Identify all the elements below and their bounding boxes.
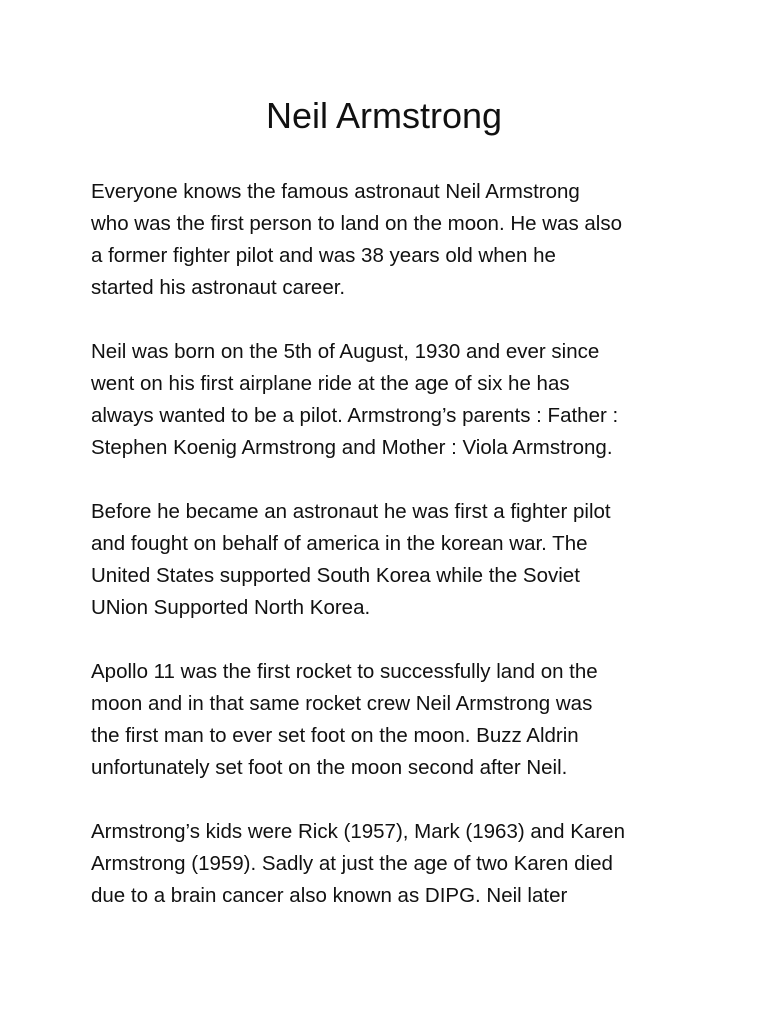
text-line: Everyone knows the famous astronaut Neil Armstrong: [91, 180, 580, 203]
text-line: started his astronaut career.: [91, 276, 346, 299]
text-line: and fought on behalf of america in the korean war. The: [91, 532, 588, 555]
paragraph-pilot: [91, 496, 691, 624]
text-line: went on his first airplane ride at the age of six he has: [91, 372, 570, 395]
text-line: Before he became an astronaut he was first a fighter pilot: [91, 500, 611, 523]
paragraph-apollo: [91, 656, 691, 784]
text-line: United States supported South Korea while the Soviet: [91, 564, 580, 587]
text-line: who was the first person to land on the moon. He was also: [91, 212, 623, 235]
document-body: [91, 176, 691, 944]
text-line: unfortunately set foot on the moon second after Neil.: [91, 756, 568, 779]
text-line: UNion Supported North Korea.: [91, 596, 371, 619]
text-line: Stephen Koenig Armstrong and Mother : Viola Armstrong.: [91, 436, 613, 459]
text-line: moon and in that same rocket crew Neil Armstrong was: [91, 692, 593, 715]
paragraph-intro: [91, 176, 691, 304]
text-line: Neil was born on the 5th of August, 1930 and ever since: [91, 340, 600, 363]
text-line: the first man to ever set foot on the moon. Buzz Aldrin: [91, 724, 579, 747]
text-line: Apollo 11 was the first rocket to successfully land on the: [91, 660, 598, 683]
text-line: always wanted to be a pilot. Armstrong’s parents : Father :: [91, 404, 619, 427]
text-line: Armstrong (1959). Sadly at just the age of two Karen died: [91, 852, 613, 875]
text-line: due to a brain cancer also known as DIPG. Neil later: [91, 884, 568, 907]
paragraph-birth: [91, 336, 691, 464]
text-line: a former fighter pilot and was 38 years old when he: [91, 244, 556, 267]
document-title: Neil Armstrong: [265, 95, 503, 136]
paragraph-family: [91, 816, 691, 912]
text-line: Armstrong’s kids were Rick (1957), Mark (1963) and Karen: [91, 820, 625, 843]
